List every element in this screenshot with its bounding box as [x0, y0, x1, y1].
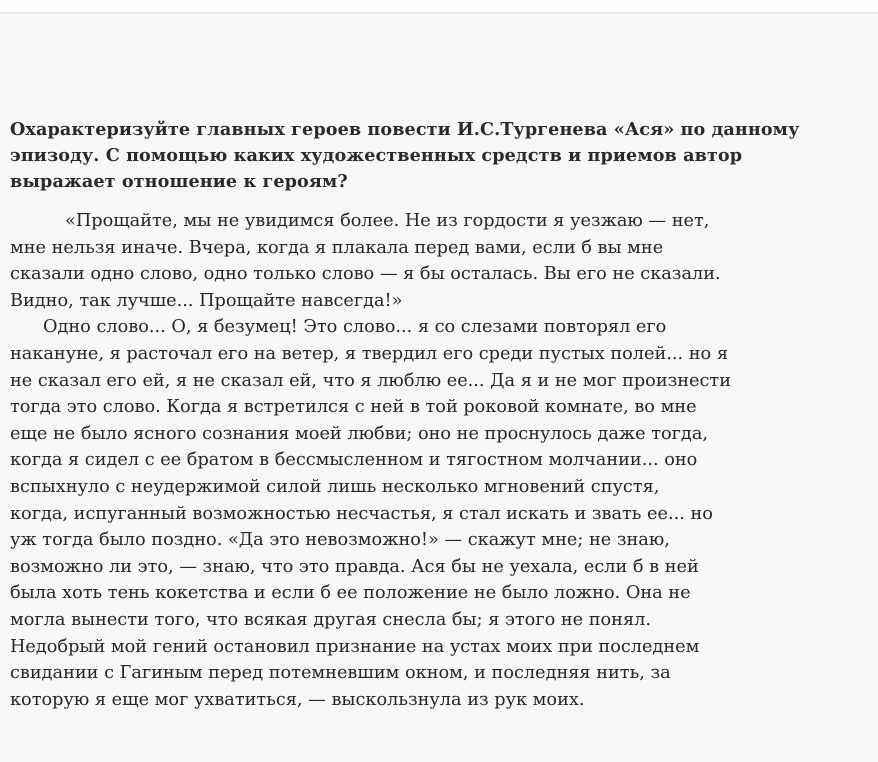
question-text [10, 117, 870, 195]
excerpt-line: сказали одно слово, одно только слово — я бы осталась. Вы его не сказали. [10, 264, 721, 285]
excerpt-line: свидании с Гагиным перед потемневшим окном, и последняя нить, за [10, 663, 671, 684]
excerpt-line: мне нельзя иначе. Вчера, когда я плакала перед вами, если б вы мне [10, 237, 664, 258]
excerpt-line: когда я сидел с ее братом в бессмысленном и тягостном молчании... оно [10, 450, 698, 471]
excerpt-line: не сказал его ей, я не сказал ей, что я люблю ее... Да я и не мог произнести [10, 370, 731, 391]
excerpt-line: Одно слово... О, я безумец! Это слово... я со слезами повторял его [43, 317, 667, 338]
excerpt-line: была хоть тень кокетства и если б ее положение не было ложно. Она не [10, 583, 691, 604]
excerpt-line: уж тогда было поздно. «Да это невозможно!» — скажут мне; не знаю, [10, 530, 670, 551]
excerpt-line: вспыхнуло с неудержимой силой лишь несколько мгновений спустя, [10, 476, 660, 497]
excerpt-line: которую я еще мог ухватиться, — выскользнула из рук моих. [10, 689, 585, 710]
excerpt-line: «Прощайте, мы не увидимся более. Не из гордости я уезжаю — нет, [65, 211, 710, 231]
excerpt-line: могла вынести того, что всякая другая снесла бы; я этого не понял. [10, 609, 651, 630]
excerpt-line: когда, испуганный возможностью несчастья, я стал искать и звать ее... но [10, 503, 713, 524]
excerpt-line: Видно, так лучше... Прощайте навсегда!» [10, 290, 403, 311]
excerpt-line: накануне, я расточал его на ветер, я твердил его среди пустых полей... но я [10, 343, 728, 364]
excerpt-line: возможно ли это, — знаю, что это правда. Ася бы не уехала, если б в ней [10, 556, 699, 577]
excerpt-line: еще не было ясного сознания моей любви; оно не проснулось даже тогда, [10, 423, 708, 444]
excerpt-text [10, 208, 872, 713]
question-line: выражает отношение к героям? [10, 171, 348, 192]
question-line: Охарактеризуйте главных героев повести И.С.Тургенева «Ася» по данному [10, 119, 800, 140]
excerpt-line: тогда это слово. Когда я встретился с ней в той роковой комнате, во мне [10, 397, 697, 418]
excerpt-line: Недобрый мой гений остановил признание на устах моих при последнем [10, 636, 700, 657]
question-line: эпизоду. С помощью каких художественных средств и приемов автор [10, 145, 743, 166]
